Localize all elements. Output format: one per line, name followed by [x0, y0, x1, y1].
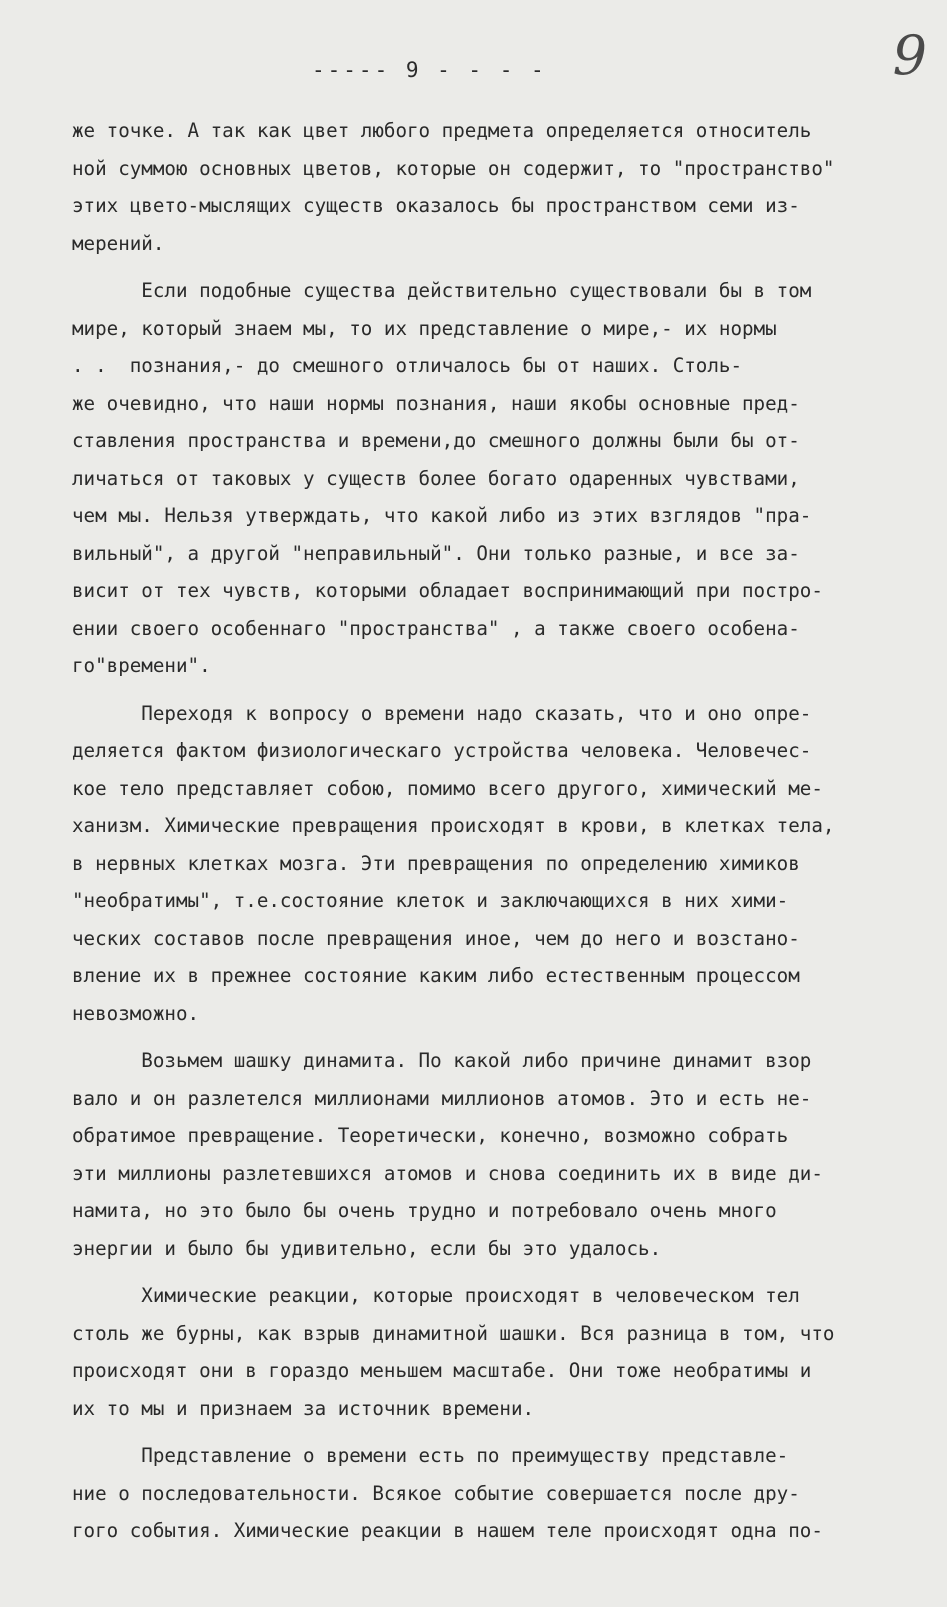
page-header: ----- 9 - - - - [312, 58, 547, 82]
handwritten-page-number: 9 [892, 24, 927, 87]
text-line: Представление о времени есть по преимуществу представле- [72, 1444, 789, 1467]
paragraph [72, 695, 910, 1033]
paragraph [72, 112, 910, 262]
text-line: обратимое превращение. Теоретически, конечно, возможно собрать [72, 1124, 789, 1147]
text-line: ной суммою основных цветов, которые он содержит, то "пространство" [72, 156, 835, 180]
document-body [72, 112, 910, 1550]
text-line: происходят они в гораздо меньшем масштабе. Они тоже необратимы и [72, 1359, 812, 1382]
text-line: невозможно. [72, 1001, 200, 1025]
text-line: вильный", а другой "неправильный". Они только разные, и все за- [72, 541, 800, 565]
paragraph [72, 1042, 910, 1267]
text-line: чем мы. Нельзя утверждать, что какой либо из этих взглядов "пра- [72, 504, 812, 527]
text-line: Переходя к вопросу о времени надо сказать, что и оно опре- [72, 701, 812, 725]
text-line: . . познания,- до смешного отличалось бы от наших. Столь- [72, 354, 743, 377]
paragraph [72, 1437, 910, 1550]
text-line: их то мы и признаем за источник времени. [72, 1396, 535, 1420]
text-line: ческих составов после превращения иное, чем до него и возстано- [72, 926, 800, 950]
text-line: мерений. [72, 231, 165, 255]
text-line: гого события. Химические реакции в нашем теле происходят одна по- [72, 1519, 823, 1542]
text-line: вало и он разлетелся миллионами миллионов атомов. Это и есть не- [72, 1086, 812, 1110]
text-line: Если подобные существа действительно существовали бы в том [72, 279, 812, 302]
text-line: же очевидно, что наши нормы познания, наши якобы основные пред- [72, 391, 800, 415]
text-line: вление их в прежнее состояние каким либо естественным процессом [72, 964, 800, 987]
text-line: в нервных клетках мозга. Эти превращения по определению химиков [72, 851, 800, 875]
text-line: Возьмем шашку динамита. По какой либо причине динамит взор [72, 1049, 812, 1072]
text-line: висит от тех чувств, которыми обладает воспринимающий при постро- [72, 579, 823, 602]
text-line: этих цвето-мыслящих существ оказалось бы пространством семи из- [72, 194, 800, 217]
text-line: "необратимы", т.е.состояние клеток и заключающихся в них хими- [72, 889, 789, 912]
text-line: го"времени". [72, 654, 211, 677]
text-line: мире, который знаем мы, то их представление о мире,- их нормы [72, 316, 777, 340]
text-line: ении своего особеннаго "пространства" , а также своего особена- [72, 616, 800, 640]
text-line: Химические реакции, которые происходят в человеческом тел [72, 1284, 800, 1307]
text-line: деляется фактом физиологическаго устройства человека. Человечес- [72, 739, 812, 762]
text-line: же точке. А так как цвет любого предмета определяется относитель [72, 119, 812, 142]
text-line: ханизм. Химические превращения происходят в крови, в клетках тела, [72, 814, 835, 837]
text-line: кое тело представляет собою, помимо всего другого, химический ме- [72, 776, 823, 800]
paragraph [72, 272, 910, 685]
text-line: личаться от таковых у существ более богато одаренных чувствами, [72, 466, 800, 490]
text-line: эти миллионы разлетевшихся атомов и снова соединить их в виде ди- [72, 1161, 823, 1185]
text-line: намита, но это было бы очень трудно и потребовало очень много [72, 1199, 777, 1222]
text-line: ние о последовательности. Всякое событие совершается после дру- [72, 1481, 800, 1505]
text-line: столь же бурны, как взрыв динамитной шашки. Вся разница в том, что [72, 1321, 835, 1345]
text-line: энергии и было бы удивительно, если бы это удалось. [72, 1236, 662, 1260]
paragraph [72, 1277, 910, 1427]
text-line: ставления пространства и времени,до смешного должны были бы от- [72, 429, 800, 452]
